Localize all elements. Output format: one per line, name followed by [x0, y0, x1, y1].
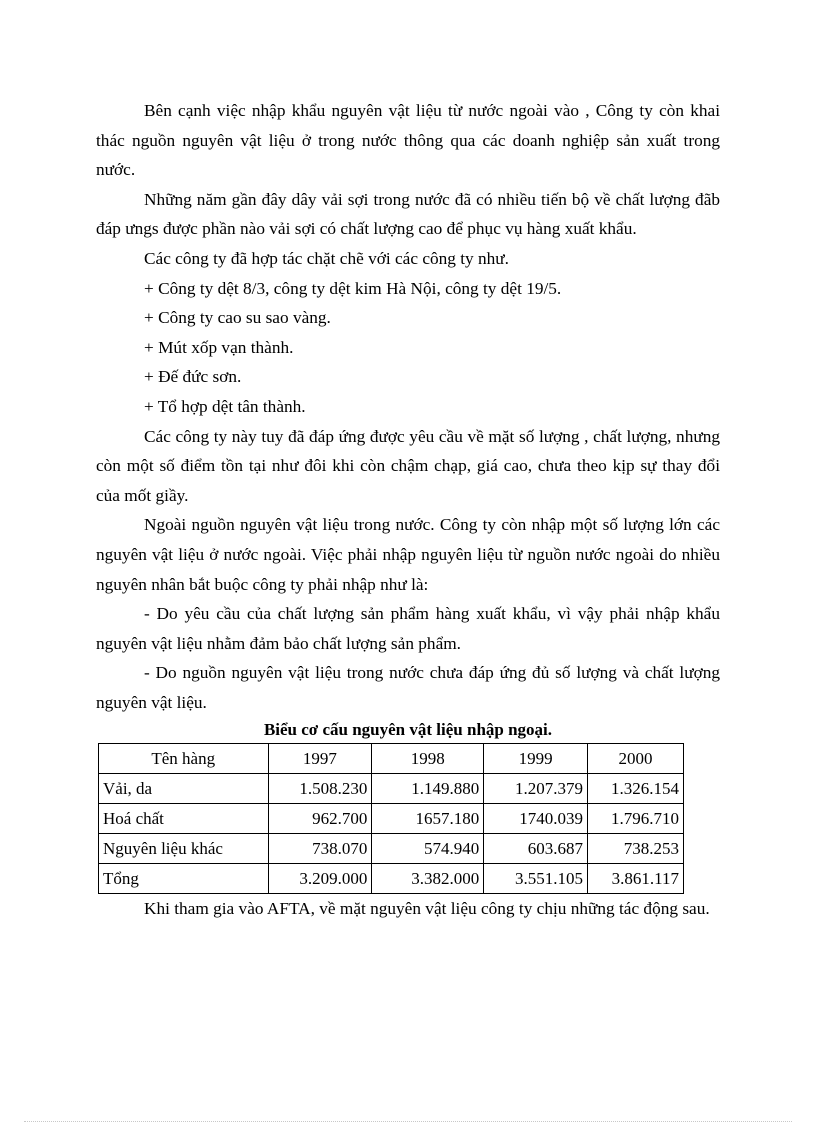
- header-year-1997: 1997: [268, 744, 372, 774]
- row-label: Hoá chất: [99, 804, 269, 834]
- table-cell: 3.861.117: [588, 864, 684, 894]
- paragraph-afta: Khi tham gia vào AFTA, về mặt nguyên vật liệu công ty chịu những tác động sau.: [144, 899, 710, 919]
- table-cell: 3.551.105: [484, 864, 588, 894]
- table-cell: 1.326.154: [588, 774, 684, 804]
- list-item-partner-5: + Tổ hợp dệt tân thành.: [144, 396, 306, 416]
- table-header-row: [99, 744, 684, 774]
- row-label: Vải, da: [99, 774, 269, 804]
- paragraph-partner-issues: Các công ty này tuy đã đáp ứng được yêu cầu về mặt số lượng , chất lượng, nhưng còn một số điểm tồn tại như đôi khi còn chậm chạp, giá cao, chưa theo kịp sự thay đổi của mốt giầy.: [96, 426, 720, 505]
- table-cell: 1740.039: [484, 804, 588, 834]
- paragraph-domestic-sources: Bên cạnh việc nhập khẩu nguyên vật liệu từ nước ngoài vào , Công ty còn khai thác nguồn nguyên vật liệu ở trong nước thông qua các doanh nghiệp sản xuất trong nước.: [96, 101, 720, 180]
- table-cell: 738.253: [588, 834, 684, 864]
- table-row-total: [99, 864, 684, 894]
- row-label: Nguyên liệu khác: [99, 834, 269, 864]
- table-cell: 3.209.000: [268, 864, 372, 894]
- list-item-partner-2: + Công ty cao su sao vàng.: [144, 308, 331, 328]
- paragraph-progress: Những năm gần đây dây vải sợi trong nước đã có nhiều tiến bộ về chất lượng đãb đáp ưngs được phần nào vải sợi có chất lượng cao để phục vụ hàng xuất khẩu.: [96, 189, 720, 239]
- table-cell: 1.796.710: [588, 804, 684, 834]
- header-year-1999: 1999: [484, 744, 588, 774]
- paragraph-reason-quality: - Do yêu cầu của chất lượng sản phẩm hàng xuất khẩu, vì vậy phải nhập khẩu nguyên vật liệu nhằm đảm bảo chất lượng sản phẩm.: [96, 604, 720, 653]
- header-year-2000: 2000: [588, 744, 684, 774]
- table-cell: 738.070: [268, 834, 372, 864]
- table-cell: 3.382.000: [372, 864, 484, 894]
- row-label: Tổng: [99, 864, 269, 894]
- table-cell: 1657.180: [372, 804, 484, 834]
- document-page: [96, 96, 720, 924]
- list-item-partner-3: + Mút xốp vạn thành.: [144, 337, 294, 357]
- table-cell: 962.700: [268, 804, 372, 834]
- table-cell: 574.940: [372, 834, 484, 864]
- page-bottom-divider: [24, 1121, 792, 1122]
- paragraph-imports: Ngoài nguồn nguyên vật liệu trong nước. Công ty còn nhập một số lượng lớn các nguyên vật liệu ở nước ngoài. Việc phải nhập nguyên liệu từ nguồn nước ngoài do nhiều nguyên nhân bắt buộc công ty phải nhập như là:: [96, 515, 720, 594]
- header-year-1998: 1998: [372, 744, 484, 774]
- header-item-name: Tên hàng: [99, 744, 269, 774]
- table-row: [99, 774, 684, 804]
- paragraph-reason-quantity: - Do nguồn nguyên vật liệu trong nước chưa đáp ứng đủ số lượng và chất lượng nguyên vật liệu.: [96, 663, 720, 712]
- table-caption: Biểu cơ cấu nguyên vật liệu nhập ngoại.: [263, 720, 553, 740]
- table-cell: 1.207.379: [484, 774, 588, 804]
- table-row: [99, 834, 684, 864]
- table-cell: 1.508.230: [268, 774, 372, 804]
- list-item-partner-4: + Đế đức sơn.: [144, 367, 242, 387]
- import-structure-table: [98, 743, 684, 894]
- list-item-partner-1: + Công ty dệt 8/3, công ty dệt kim Hà Nội, công ty dệt 19/5.: [144, 278, 562, 298]
- paragraph-partners-intro: Các công ty đã hợp tác chặt chẽ với các công ty như.: [144, 248, 509, 268]
- table-row: [99, 804, 684, 834]
- table-cell: 1.149.880: [372, 774, 484, 804]
- table-cell: 603.687: [484, 834, 588, 864]
